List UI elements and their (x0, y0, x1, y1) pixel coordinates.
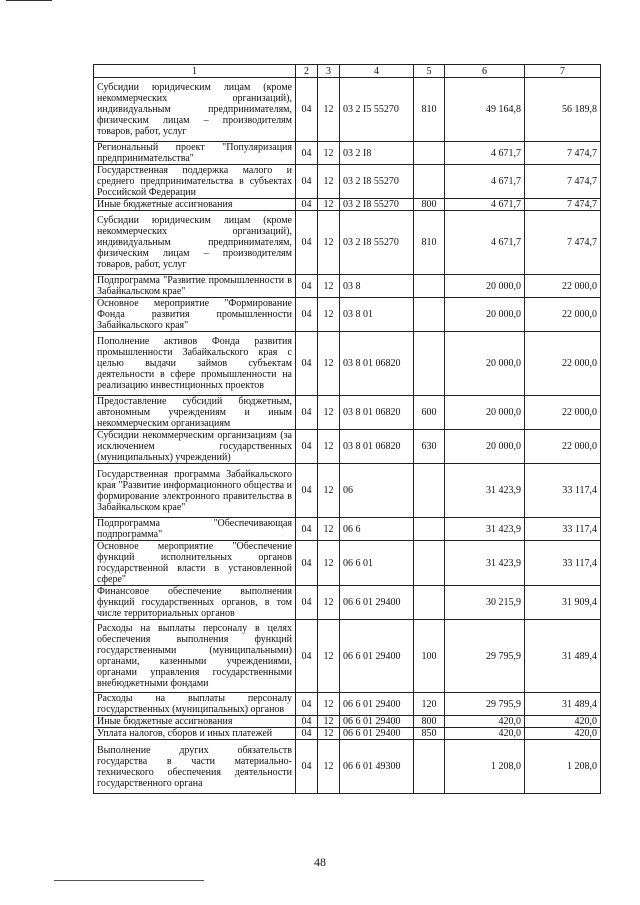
row-name-cell: Субсидии юридическим лицам (кроме некоммерческих организаций), индивидуальным предпринимателям, физическим лицам – производителям товаров, работ, услуг (94, 211, 296, 275)
subsection-code-cell: 12 (318, 541, 340, 586)
row-name-cell: Уплата налогов, сборов и иных платежей (94, 728, 296, 740)
target-article-cell: 03 2 I5 55270 (340, 78, 414, 142)
amount-year-2-cell: 22 000,0 (525, 332, 601, 396)
target-article-cell: 03 2 I8 55270 (340, 199, 414, 211)
target-article-cell: 06 6 01 49300 (340, 740, 414, 794)
expense-type-cell: 850 (414, 728, 445, 740)
amount-year-1-cell: 30 215,9 (445, 586, 525, 620)
section-code-cell: 04 (296, 275, 318, 298)
amount-year-2-cell: 31 489,4 (525, 693, 601, 716)
target-article-cell: 03 8 (340, 275, 414, 298)
section-code-cell: 04 (296, 716, 318, 728)
table-row (94, 165, 601, 199)
table-row (94, 693, 601, 716)
target-article-cell: 03 8 01 (340, 298, 414, 332)
subsection-code-cell: 12 (318, 165, 340, 199)
table-row (94, 396, 601, 430)
subsection-code-cell: 12 (318, 464, 340, 518)
amount-year-2-cell: 33 117,4 (525, 541, 601, 586)
amount-year-1-cell: 31 423,9 (445, 541, 525, 586)
row-name-cell: Финансовое обеспечение выполнения функций государственных органов, в том числе территориальных органов (94, 586, 296, 620)
section-code-cell: 04 (296, 332, 318, 396)
section-code-cell: 04 (296, 199, 318, 211)
row-name-cell: Предоставление субсидий бюджетным, автономным учреждениям и иным некоммерческим организациям (94, 396, 296, 430)
table-row (94, 142, 601, 165)
amount-year-2-cell: 22 000,0 (525, 430, 601, 464)
section-code-cell: 04 (296, 620, 318, 693)
amount-year-2-cell: 31 489,4 (525, 620, 601, 693)
section-code-cell: 04 (296, 430, 318, 464)
expense-type-cell: 800 (414, 199, 445, 211)
row-name-cell: Расходы на выплаты персоналу в целях обеспечения выполнения функций государственными (муниципальными) органами, казенными учреждениями, органами управления государственными внебюджетными фондами (94, 620, 296, 693)
expense-type-cell (414, 298, 445, 332)
row-name-cell: Пополнение активов Фонда развития промышленности Забайкальского края с целью выдачи займов субъектам деятельности в сфере промышленности на реализацию инвестиционных проектов (94, 332, 296, 396)
amount-year-1-cell: 29 795,9 (445, 620, 525, 693)
subsection-code-cell: 12 (318, 430, 340, 464)
row-name-cell: Государственная поддержка малого и среднего предпринимательства в субъектах Российской Федерации (94, 165, 296, 199)
target-article-cell: 06 (340, 464, 414, 518)
bottom-rule (54, 880, 204, 881)
amount-year-2-cell: 7 474,7 (525, 211, 601, 275)
header-col-3: 3 (318, 65, 340, 78)
expense-type-cell: 800 (414, 716, 445, 728)
table-row (94, 298, 601, 332)
subsection-code-cell: 12 (318, 586, 340, 620)
table-row (94, 586, 601, 620)
amount-year-2-cell: 33 117,4 (525, 518, 601, 541)
expense-type-cell: 100 (414, 620, 445, 693)
amount-year-1-cell: 20 000,0 (445, 298, 525, 332)
expense-type-cell: 600 (414, 396, 445, 430)
target-article-cell: 06 6 01 29400 (340, 728, 414, 740)
amount-year-1-cell: 4 671,7 (445, 211, 525, 275)
subsection-code-cell: 12 (318, 396, 340, 430)
section-code-cell: 04 (296, 78, 318, 142)
row-name-cell: Подпрограмма "Обеспечивающая подпрограмма" (94, 518, 296, 541)
section-code-cell: 04 (296, 740, 318, 794)
subsection-code-cell: 12 (318, 199, 340, 211)
target-article-cell: 03 8 01 06820 (340, 396, 414, 430)
row-name-cell: Иные бюджетные ассигнования (94, 716, 296, 728)
subsection-code-cell: 12 (318, 142, 340, 165)
header-col-7: 7 (525, 65, 601, 78)
header-col-6: 6 (445, 65, 525, 78)
expense-type-cell (414, 518, 445, 541)
section-code-cell: 04 (296, 693, 318, 716)
target-article-cell: 03 2 I8 55270 (340, 165, 414, 199)
amount-year-1-cell: 29 795,9 (445, 693, 525, 716)
target-article-cell: 06 6 01 29400 (340, 716, 414, 728)
target-article-cell: 03 8 01 06820 (340, 332, 414, 396)
subsection-code-cell: 12 (318, 693, 340, 716)
amount-year-1-cell: 49 164,8 (445, 78, 525, 142)
subsection-code-cell: 12 (318, 275, 340, 298)
target-article-cell: 06 6 (340, 518, 414, 541)
section-code-cell: 04 (296, 396, 318, 430)
amount-year-2-cell: 22 000,0 (525, 275, 601, 298)
header-col-2: 2 (296, 65, 318, 78)
expense-type-cell (414, 275, 445, 298)
table-row (94, 275, 601, 298)
amount-year-2-cell: 420,0 (525, 716, 601, 728)
subsection-code-cell: 12 (318, 728, 340, 740)
section-code-cell: 04 (296, 211, 318, 275)
target-article-cell: 03 2 I8 (340, 142, 414, 165)
target-article-cell: 06 6 01 (340, 541, 414, 586)
expense-type-cell (414, 740, 445, 794)
section-code-cell: 04 (296, 142, 318, 165)
table-row (94, 78, 601, 142)
subsection-code-cell: 12 (318, 518, 340, 541)
amount-year-1-cell: 420,0 (445, 716, 525, 728)
subsection-code-cell: 12 (318, 78, 340, 142)
header-col-1: 1 (94, 65, 296, 78)
amount-year-1-cell: 4 671,7 (445, 165, 525, 199)
table-row (94, 211, 601, 275)
amount-year-1-cell: 420,0 (445, 728, 525, 740)
expense-type-cell: 630 (414, 430, 445, 464)
amount-year-2-cell: 7 474,7 (525, 199, 601, 211)
amount-year-1-cell: 1 208,0 (445, 740, 525, 794)
row-name-cell: Основное мероприятие "Обеспечение функций исполнительных органов государственной власти в установленной сфере" (94, 541, 296, 586)
subsection-code-cell: 12 (318, 332, 340, 396)
amount-year-2-cell: 22 000,0 (525, 298, 601, 332)
target-article-cell: 06 6 01 29400 (340, 693, 414, 716)
budget-table (93, 64, 601, 794)
section-code-cell: 04 (296, 586, 318, 620)
target-article-cell: 06 6 01 29400 (340, 620, 414, 693)
expense-type-cell: 810 (414, 211, 445, 275)
amount-year-2-cell: 420,0 (525, 728, 601, 740)
amount-year-1-cell: 20 000,0 (445, 396, 525, 430)
target-article-cell: 03 2 I8 55270 (340, 211, 414, 275)
row-name-cell: Основное мероприятие "Формирование Фонда развития промышленности Забайкальского края" (94, 298, 296, 332)
table-row (94, 199, 601, 211)
amount-year-2-cell: 56 189,8 (525, 78, 601, 142)
target-article-cell: 06 6 01 29400 (340, 586, 414, 620)
target-article-cell: 03 8 01 06820 (340, 430, 414, 464)
subsection-code-cell: 12 (318, 740, 340, 794)
section-code-cell: 04 (296, 518, 318, 541)
expense-type-cell (414, 464, 445, 518)
table-row (94, 332, 601, 396)
subsection-code-cell: 12 (318, 620, 340, 693)
header-col-5: 5 (414, 65, 445, 78)
amount-year-1-cell: 4 671,7 (445, 142, 525, 165)
amount-year-1-cell: 20 000,0 (445, 430, 525, 464)
table-row (94, 740, 601, 794)
row-name-cell: Выполнение других обязательств государства в части материально-технического обеспечения деятельности государственного органа (94, 740, 296, 794)
amount-year-2-cell: 7 474,7 (525, 165, 601, 199)
table-row (94, 620, 601, 693)
expense-type-cell (414, 142, 445, 165)
section-code-cell: 04 (296, 541, 318, 586)
amount-year-1-cell: 31 423,9 (445, 518, 525, 541)
section-code-cell: 04 (296, 298, 318, 332)
expense-type-cell (414, 332, 445, 396)
expense-type-cell (414, 541, 445, 586)
amount-year-2-cell: 22 000,0 (525, 396, 601, 430)
header-col-4: 4 (340, 65, 414, 78)
table-row (94, 518, 601, 541)
row-name-cell: Государственная программа Забайкальского края "Развитие информационного общества и формирование электронного правительства в Забайкальском крае" (94, 464, 296, 518)
table-body (94, 65, 601, 794)
amount-year-1-cell: 20 000,0 (445, 332, 525, 396)
row-name-cell: Субсидии некоммерческим организациям (за исключением государственных (муниципальных) учреждений) (94, 430, 296, 464)
page-number: 48 (314, 855, 326, 869)
table-row (94, 541, 601, 586)
table-row (94, 430, 601, 464)
amount-year-2-cell: 31 909,4 (525, 586, 601, 620)
subsection-code-cell: 12 (318, 211, 340, 275)
section-code-cell: 04 (296, 165, 318, 199)
amount-year-1-cell: 4 671,7 (445, 199, 525, 211)
expense-type-cell: 120 (414, 693, 445, 716)
top-rule (6, 0, 52, 1)
row-name-cell: Подпрограмма "Развитие промышленности в Забайкальском крае" (94, 275, 296, 298)
expense-type-cell (414, 586, 445, 620)
subsection-code-cell: 12 (318, 298, 340, 332)
amount-year-2-cell: 33 117,4 (525, 464, 601, 518)
row-name-cell: Расходы на выплаты персоналу государственных (муниципальных) органов (94, 693, 296, 716)
row-name-cell: Субсидии юридическим лицам (кроме некоммерческих организаций), индивидуальным предпринимателям, физическим лицам – производителям товаров, работ, услуг (94, 78, 296, 142)
table-row (94, 464, 601, 518)
amount-year-1-cell: 31 423,9 (445, 464, 525, 518)
subsection-code-cell: 12 (318, 716, 340, 728)
section-code-cell: 04 (296, 728, 318, 740)
row-name-cell: Региональный проект "Популяризация предпринимательства" (94, 142, 296, 165)
amount-year-1-cell: 20 000,0 (445, 275, 525, 298)
expense-type-cell: 810 (414, 78, 445, 142)
section-code-cell: 04 (296, 464, 318, 518)
amount-year-2-cell: 7 474,7 (525, 142, 601, 165)
table-row (94, 716, 601, 728)
row-name-cell: Иные бюджетные ассигнования (94, 199, 296, 211)
amount-year-2-cell: 1 208,0 (525, 740, 601, 794)
table-row (94, 728, 601, 740)
table-header-row (94, 65, 601, 78)
expense-type-cell (414, 165, 445, 199)
